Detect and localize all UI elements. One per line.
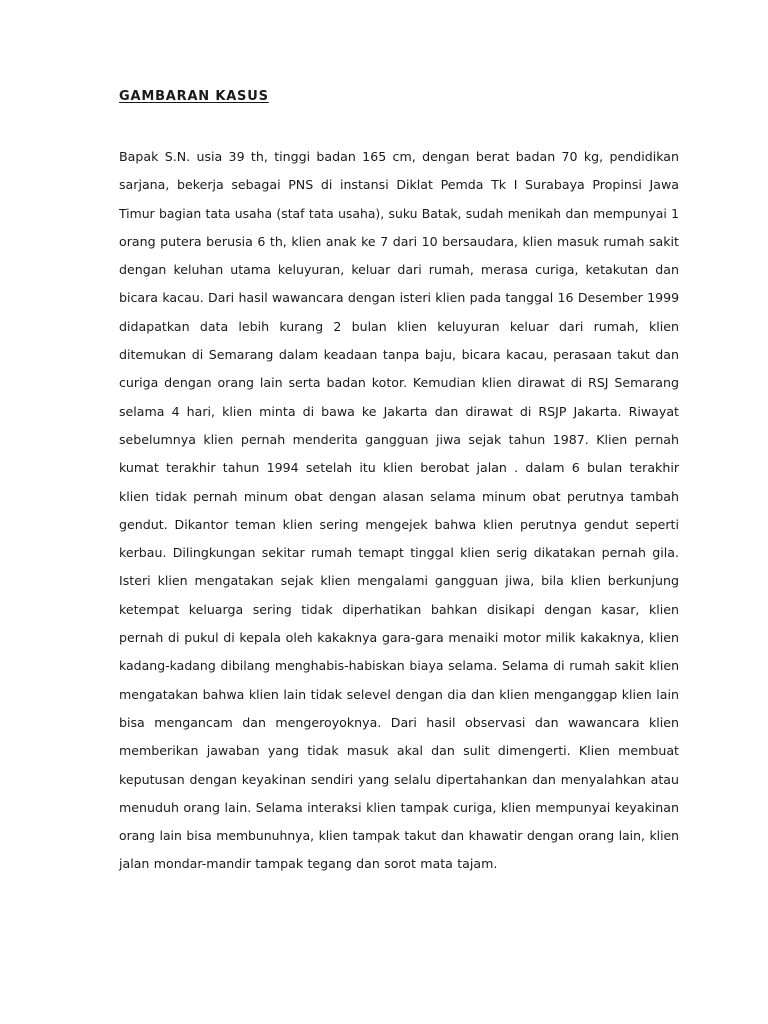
paragraph-line: dengan keluhan utama keluyuran, keluar dari rumah, merasa curiga, ketakutan dan [119, 262, 679, 278]
paragraph-line: Timur bagian tata usaha (staf tata usaha), suku Batak, sudah menikah dan mempunyai 1 [119, 205, 679, 221]
paragraph-line: orang lain bisa membunuhnya, klien tampak takut dan khawatir dengan orang lain, klien [119, 828, 679, 844]
paragraph-line: memberikan jawaban yang tidak masuk akal dan sulit dimengerti. Klien membuat [119, 743, 679, 759]
paragraph-line: pernah di pukul di kepala oleh kakaknya gara-gara menaiki motor milik kakaknya, klien [119, 630, 679, 646]
paragraph-line: kadang-kadang dibilang menghabis-habiskan biaya selama. Selama di rumah sakit klien [119, 658, 679, 674]
paragraph-line: sebelumnya klien pernah menderita gangguan jiwa sejak tahun 1987. Klien pernah [119, 431, 679, 447]
paragraph-line: kumat terakhir tahun 1994 setelah itu klien berobat jalan . dalam 6 bulan terakhir [119, 460, 679, 476]
case-description-paragraph [119, 143, 679, 879]
paragraph-line: menuduh orang lain. Selama interaksi klien tampak curiga, klien mempunyai keyakinan [119, 799, 679, 815]
paragraph-line: bisa mengancam dan mengeroyoknya. Dari hasil observasi dan wawancara klien [119, 714, 679, 730]
paragraph-line: jalan mondar-mandir tampak tegang dan sorot mata tajam. [119, 856, 498, 872]
paragraph-line: ketempat keluarga sering tidak diperhatikan bahkan disikapi dengan kasar, klien [119, 601, 679, 617]
paragraph-line: didapatkan data lebih kurang 2 bulan klien keluyuran keluar dari rumah, klien [119, 318, 679, 334]
paragraph-line: gendut. Dikantor teman klien sering mengejek bahwa klien perutnya gendut seperti [119, 516, 679, 532]
paragraph-line: Isteri klien mengatakan sejak klien mengalami gangguan jiwa, bila klien berkunjung [119, 573, 679, 589]
document-content [119, 88, 679, 879]
paragraph-line: keputusan dengan keyakinan sendiri yang selalu dipertahankan dan menyalahkan atau [119, 771, 679, 787]
paragraph-line: selama 4 hari, klien minta di bawa ke Jakarta dan dirawat di RSJP Jakarta. Riwayat [119, 403, 679, 419]
paragraph-line: orang putera berusia 6 th, klien anak ke 7 dari 10 bersaudara, klien masuk rumah sakit [119, 233, 679, 249]
paragraph-line: Bapak S.N. usia 39 th, tinggi badan 165 cm, dengan berat badan 70 kg, pendidikan [119, 149, 679, 164]
document-heading: GAMBARAN KASUS [119, 89, 269, 104]
paragraph-line: klien tidak pernah minum obat dengan alasan selama minum obat perutnya tambah [119, 488, 679, 504]
paragraph-line: mengatakan bahwa klien lain tidak selevel dengan dia dan klien menganggap klien lain [119, 686, 679, 702]
paragraph-line: curiga dengan orang lain serta badan kotor. Kemudian klien dirawat di RSJ Semarang [119, 375, 679, 391]
paragraph-line: ditemukan di Semarang dalam keadaan tanpa baju, bicara kacau, perasaan takut dan [119, 347, 679, 363]
paragraph-line: kerbau. Dilingkungan sekitar rumah temapt tinggal klien serig dikatakan pernah gila. [119, 545, 679, 561]
paragraph-line: sarjana, bekerja sebagai PNS di instansi Diklat Pemda Tk I Surabaya Propinsi Jawa [119, 177, 679, 193]
paragraph-line: bicara kacau. Dari hasil wawancara dengan isteri klien pada tanggal 16 Desember 1999 [119, 290, 680, 306]
